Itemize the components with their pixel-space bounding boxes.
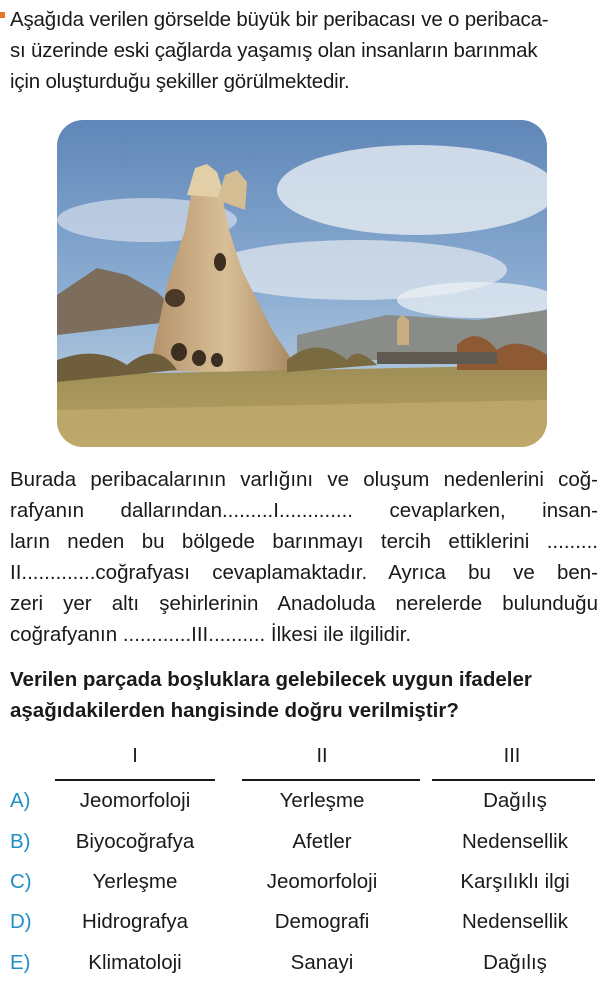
question-marker (0, 12, 5, 18)
option-cell-iii: Dağılış (483, 789, 547, 812)
option-cell-i: Jeomorfoloji (79, 789, 191, 812)
option-cell-ii: Yerleşme (279, 789, 365, 812)
option-letter: A) (10, 789, 31, 812)
option-cell-iii: Nedensellik (462, 830, 568, 853)
option-e[interactable] (0, 951, 603, 981)
column-header-i: I (132, 745, 138, 767)
column-rule-iii (432, 779, 595, 781)
option-a[interactable] (0, 789, 603, 819)
option-cell-i: Hidrografya (82, 910, 188, 933)
column-rule-ii (242, 779, 420, 781)
column-rule-i (55, 779, 215, 781)
paragraph-line: II.............coğrafyası cevaplamaktadır. Ayrıca bu ve ben- (10, 561, 598, 584)
option-letter: C) (10, 870, 32, 893)
paragraph-line: Burada peribacalarının varlığını ve oluşum nedenlerini coğ- (10, 468, 598, 491)
paragraph-line: zeri yer altı şehirlerinin Anadoluda nerelerde bulunduğu (10, 592, 598, 615)
question-stem (10, 664, 602, 726)
option-cell-i: Klimatoloji (88, 951, 182, 974)
option-cell-iii: Nedensellik (462, 910, 568, 933)
option-cell-i: Biyocoğrafya (75, 830, 195, 853)
option-cell-iii: Karşılıklı ilgi (460, 870, 570, 893)
option-letter: E) (10, 951, 31, 974)
intro-line: sı üzerinde eski çağlarda yaşamış olan insanların barınmak (10, 39, 538, 62)
column-header-iii: III (503, 745, 521, 767)
option-cell-ii: Afetler (292, 830, 352, 853)
paragraph-line: coğrafyanın ............III.......... İlkesi ile ilgilidir. (10, 623, 412, 646)
paragraph-text (10, 464, 598, 650)
column-header-ii: II (316, 745, 328, 767)
option-d[interactable] (0, 910, 603, 940)
option-cell-ii: Demografi (274, 910, 370, 933)
paragraph-line: ların neden bu bölgede barınmayı tercih ettiklerini ......... (10, 530, 598, 553)
option-b[interactable] (0, 830, 603, 860)
intro-line: Aşağıda verilen görselde büyük bir peribacası ve o peribaca- (10, 8, 549, 31)
fairy-chimney-photo (57, 120, 547, 447)
option-letter: B) (10, 830, 31, 853)
option-cell-iii: Dağılış (483, 951, 547, 974)
question-line: Verilen parçada boşluklara gelebilecek uygun ifadeler (10, 668, 532, 691)
option-cell-i: Yerleşme (92, 870, 178, 893)
option-cell-ii: Jeomorfoloji (266, 870, 378, 893)
option-c[interactable] (0, 870, 603, 900)
paragraph-line: rafyanın dallarından.........I............. cevaplarken, insan- (10, 499, 598, 522)
option-cell-ii: Sanayi (290, 951, 354, 974)
question-line: aşağıdakilerden hangisinde doğru verilmiştir? (10, 699, 459, 722)
option-letter: D) (10, 910, 32, 933)
intro-text (10, 4, 600, 97)
intro-line: için oluşturduğu şekiller görülmektedir. (10, 70, 350, 93)
